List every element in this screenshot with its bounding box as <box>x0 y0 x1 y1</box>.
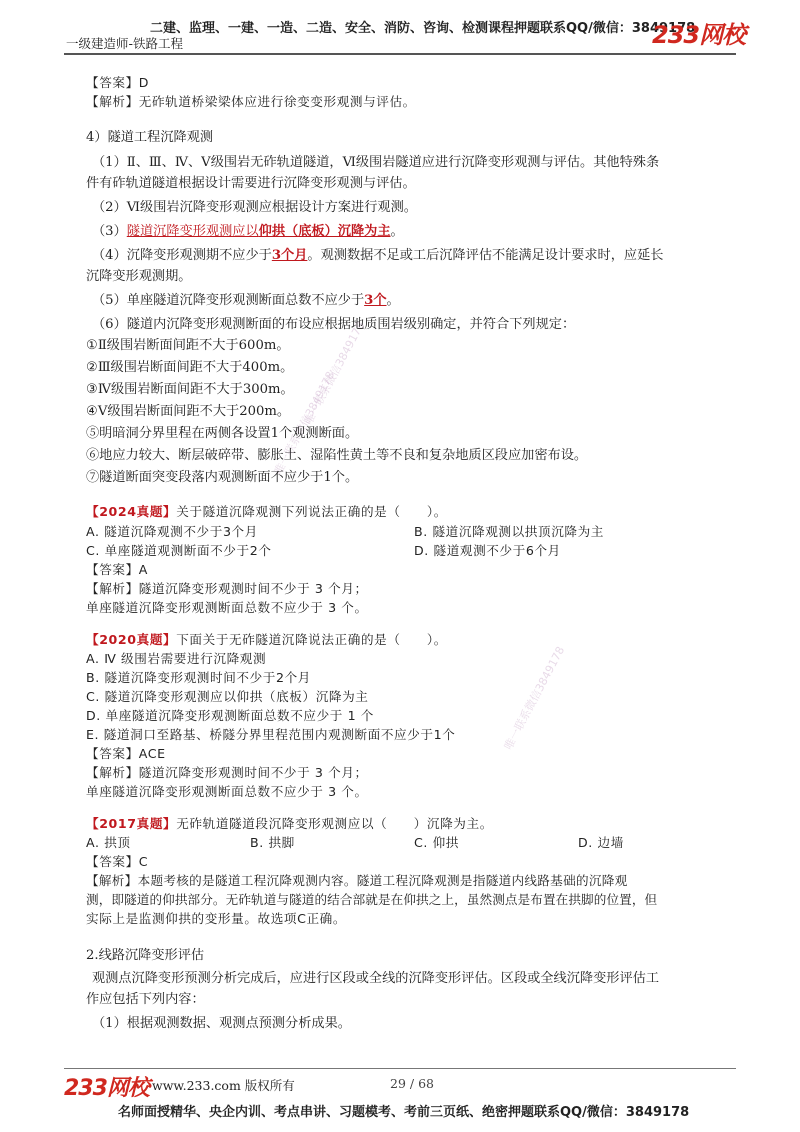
header-subtitle: 一级建造师-铁路工程 <box>66 36 184 51</box>
analysis-line: 【解析】隧道沉降变形观测时间不少于 3 个月； <box>86 765 368 780</box>
option-b: B. 隧道沉降观测以拱顶沉降为主 <box>414 524 604 539</box>
paragraph: （6）隧道内沉降变形观测断面的布设应根据地质围岩级别确定，并符合下列规定： <box>92 317 576 332</box>
list-item: ②Ⅲ级围岩断面间距不大于400m。 <box>86 360 294 375</box>
page-number: 29 / 68 <box>390 1076 434 1091</box>
question-stem: 【2024真题】关于隧道沉降观测下列说法正确的是（ ）。 <box>86 504 448 519</box>
analysis-line: 【解析】本题考核的是隧道工程沉降观测内容。隧道工程沉降观测是指隧道内线路基础的沉降观 <box>86 873 628 888</box>
watermark: 唯一联系微信3849178 <box>301 319 368 428</box>
answer-line: 【答案】ACE <box>86 746 166 761</box>
list-item: ①Ⅱ级围岩断面间距不大于600m。 <box>86 338 290 353</box>
footer-copyright: www.233.com 版权所有 <box>152 1078 295 1093</box>
list-item: ⑦隧道断面突变段落内观测断面不应少于1个。 <box>86 470 359 485</box>
question-stem: 【2020真题】下面关于无砟隧道沉降说法正确的是（ ）。 <box>86 632 448 647</box>
section-title: 4）隧道工程沉降观测 <box>86 130 214 145</box>
option-c: C. 单座隧道观测断面不少于2个 <box>86 543 272 558</box>
answer-line: 【答案】A <box>86 562 148 577</box>
paragraph: （5）单座隧道沉降变形观测断面总数不应少于3个。 <box>92 293 400 308</box>
option-a: A. 隧道沉降观测不少于3个月 <box>86 524 258 539</box>
option-c: C. 隧道沉降变形观测应以仰拱（底板）沉降为主 <box>86 689 369 704</box>
analysis-line: 单座隧道沉降变形观测断面总数不应少于 3 个。 <box>86 600 368 615</box>
option-d: D. 单座隧道沉降变形观测断面总数不应少于 1 个 <box>86 708 375 723</box>
header-contact-text: 二建、监理、一建、一造、二造、安全、消防、咨询、检测课程押题联系QQ/微信：3849178 <box>150 21 696 36</box>
list-item: ⑥地应力较大、断层破碎带、膨胀土、湿陷性黄土等不良和复杂地质区段应加密布设。 <box>86 448 588 463</box>
answer-line: 【答案】C <box>86 854 149 869</box>
option-a: A. Ⅳ 级围岩需要进行沉降观测 <box>86 651 267 666</box>
list-item: ④Ⅴ级围岩断面间距不大于200m。 <box>86 404 291 419</box>
analysis-line: 【解析】无砟轨道桥梁梁体应进行徐变变形观测与评估。 <box>86 94 416 109</box>
paragraph: （2）Ⅵ级围岩沉降变形观测应根据设计方案进行观测。 <box>92 200 417 215</box>
question-stem: 【2017真题】无砟轨道隧道段沉降变形观测应以（ ）沉降为主。 <box>86 816 493 831</box>
footer-divider <box>64 1068 736 1069</box>
list-item: ③Ⅳ级围岩断面间距不大于300m。 <box>86 382 294 397</box>
analysis-line: 测，即隧道的仰拱部分。无砟轨道与隧道的结合部就是在仰拱之上，虽然测点是布置在拱脚的位置，但 <box>86 892 658 907</box>
header-logo: 233网校 <box>652 21 746 49</box>
paragraph-highlight: （3）隧道沉降变形观测应以仰拱（底板）沉降为主。 <box>92 224 404 239</box>
footer-logo: 233网校 <box>64 1076 149 1101</box>
section-title: 2.线路沉降变形评估 <box>86 948 205 963</box>
watermark: 唯一联系微信3849178 <box>271 369 338 478</box>
option-c: C. 仰拱 <box>414 835 459 850</box>
list-item: ⑤明暗洞分界里程在两侧各设置1个观测断面。 <box>86 426 359 441</box>
paragraph: （4）沉降变形观测期不应少于3个月。观测数据不足或工后沉降评估不能满足设计要求时，应延长 <box>92 248 664 263</box>
list-item: （1）根据观测数据、观测点预测分析成果。 <box>92 1016 351 1031</box>
option-a: A. 拱顶 <box>86 835 131 850</box>
header-divider <box>64 53 736 55</box>
paragraph: （1）Ⅱ、Ⅲ、Ⅳ、Ⅴ级围岩无砟轨道隧道，Ⅵ级围岩隧道应进行沉降变形观测与评估。其他特殊条 <box>92 155 660 170</box>
analysis-line: 实际上是监测仰拱的变形量。故选项C正确。 <box>86 911 347 926</box>
option-b: B. 隧道沉降变形观测时间不少于2个月 <box>86 670 311 685</box>
paragraph: 作应包括下列内容： <box>86 992 205 1007</box>
option-d: D. 边墙 <box>578 835 624 850</box>
answer-line: 【答案】D <box>86 75 150 90</box>
footer-contact-text: 名师面授精华、央企内训、考点串讲、习题模考、考前三页纸、绝密押题联系QQ/微信：3849178 <box>118 1105 690 1120</box>
paragraph: 件有砟轨道隧道根据设计需要进行沉降变形观测与评估。 <box>86 176 416 191</box>
analysis-line: 【解析】隧道沉降变形观测时间不少于 3 个月； <box>86 581 368 596</box>
option-b: B. 拱脚 <box>250 835 295 850</box>
watermark: 唯一联系微信3849178 <box>501 644 568 753</box>
paragraph: 观测点沉降变形预测分析完成后，应进行区段或全线的沉降变形评估。区段或全线沉降变形评估工 <box>92 971 660 986</box>
option-d: D. 隧道观测不少于6个月 <box>414 543 561 558</box>
analysis-line: 单座隧道沉降变形观测断面总数不应少于 3 个。 <box>86 784 368 799</box>
option-e: E. 隧道洞口至路基、桥隧分界里程范围内观测断面不应少于1个 <box>86 727 456 742</box>
paragraph: 沉降变形观测期。 <box>86 269 192 284</box>
